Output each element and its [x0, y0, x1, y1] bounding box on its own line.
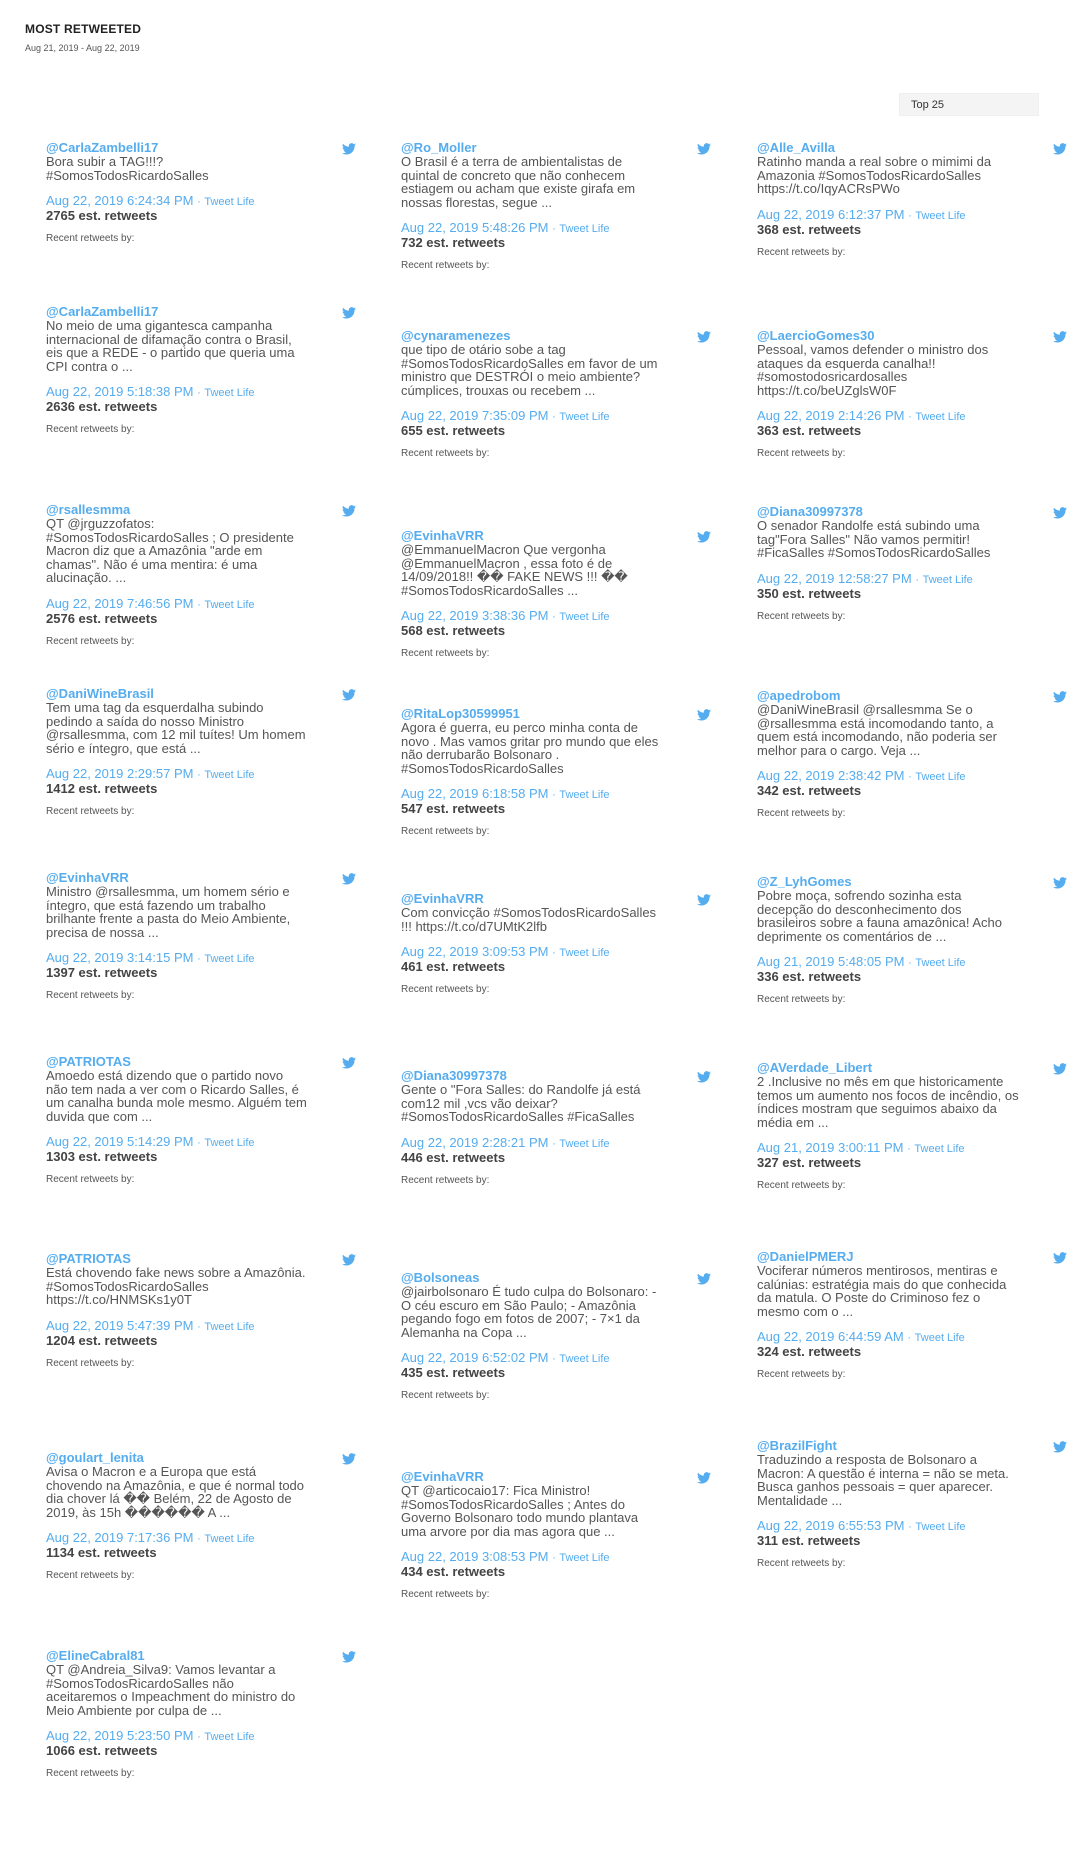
tweet-meta [757, 1330, 1067, 1345]
tweet-meta [757, 1141, 1067, 1156]
tweet-author-handle[interactable]: @DaniWineBrasil [46, 686, 154, 701]
tweet-author-handle[interactable]: @apedrobom [757, 688, 841, 703]
recent-retweets-label: Recent retweets by: [757, 448, 846, 459]
tweet-life-link[interactable]: Tweet Life [922, 573, 973, 586]
tweet-text: O Brasil é a terra de ambientalistas de quintal de concreto que não conhecem estiagem ou acham que existe girafa em nossas florestas, segue ... [401, 154, 636, 210]
recent-retweets-label: Recent retweets by: [401, 260, 490, 271]
tweet-text: Traduzindo a resposta de Bolsonaro a Macron: A questão é interna = não se meta. Busca ganhos pessoais = quer aparecer. Mentalidade ... [757, 1452, 1009, 1508]
retweet-count: 342 est. retweets [757, 783, 862, 798]
retweet-count: 461 est. retweets [401, 959, 506, 974]
recent-retweets-label: Recent retweets by: [46, 635, 135, 647]
tweet-life-link[interactable]: Tweet Life [204, 1533, 255, 1545]
twitter-bird-icon[interactable] [1053, 1441, 1067, 1453]
recent-retweets-label: Recent retweets by: [46, 424, 135, 435]
meta-separator: · [908, 957, 912, 969]
tweet-card [46, 1252, 356, 1369]
tweet-timestamp[interactable]: Aug 22, 2019 6:55:53 PM [757, 1518, 905, 1533]
tweet-text: Bora subir a TAG!!!? #SomosTodosRicardoSalles [46, 154, 209, 183]
tweet-meta [757, 208, 1067, 223]
tweet-timestamp[interactable]: Aug 22, 2019 6:12:37 PM [757, 206, 905, 222]
retweet-count: 655 est. retweets [401, 423, 506, 438]
recent-retweets-label: Recent retweets by: [757, 610, 846, 622]
tweet-meta [401, 1136, 711, 1151]
tweet-meta [46, 194, 356, 209]
tweet-card [757, 1061, 1067, 1191]
tweet-card [757, 141, 1067, 258]
retweet-count: 435 est. retweets [401, 1365, 506, 1380]
tweet-life-link[interactable]: Tweet Life [559, 1353, 610, 1365]
tweet-timestamp[interactable]: Aug 22, 2019 12:58:27 PM [757, 570, 912, 586]
meta-separator: · [552, 1552, 556, 1564]
tweet-card [46, 1451, 356, 1581]
tweet-author-handle[interactable]: @ElineCabral81 [46, 1648, 145, 1663]
tweet-card [401, 329, 711, 459]
tweet-timestamp[interactable]: Aug 22, 2019 5:48:26 PM [401, 220, 549, 235]
tweet-card [757, 1250, 1067, 1380]
meta-separator: · [552, 1137, 556, 1150]
meta-separator: · [908, 209, 912, 222]
tweet-card [46, 503, 356, 647]
tweet-life-link[interactable]: Tweet Life [204, 1320, 255, 1333]
tweet-timestamp[interactable]: Aug 22, 2019 2:38:42 PM [757, 768, 905, 783]
tweet-author-handle[interactable]: @goulart_lenita [46, 1450, 144, 1465]
tweet-timestamp[interactable]: Aug 22, 2019 3:38:36 PM [401, 608, 549, 623]
meta-separator: · [197, 1533, 201, 1545]
tweet-life-link[interactable]: Tweet Life [204, 598, 255, 611]
tweet-timestamp[interactable]: Aug 22, 2019 7:46:56 PM [46, 595, 194, 611]
tweet-author-handle[interactable]: @rsallesmma [46, 502, 131, 517]
recent-retweets-label: Recent retweets by: [46, 990, 135, 1001]
tweet-author-handle[interactable]: @Bolsoneas [401, 1270, 480, 1285]
tweet-text: @EmmanuelMacron Que vergonha @EmmanuelMacron , essa foto é de 14/09/2018!! �� FAKE NEWS !!! �� #SomosTodosRicardoSalles ... [401, 542, 628, 598]
retweet-count: 311 est. retweets [757, 1533, 861, 1548]
meta-separator: · [197, 769, 201, 781]
retweet-count: 324 est. retweets [757, 1344, 862, 1359]
retweet-count: 547 est. retweets [401, 801, 506, 816]
tweet-author-handle[interactable]: @Diana30997378 [401, 1068, 507, 1083]
tweet-life-link[interactable]: Tweet Life [204, 196, 255, 208]
retweet-count: 2576 est. retweets [46, 610, 158, 626]
tweet-timestamp[interactable]: Aug 22, 2019 5:18:38 PM [46, 384, 194, 399]
tweet-life-link[interactable]: Tweet Life [559, 611, 610, 623]
tweet-text: que tipo de otário sobe a tag #SomosTodosRicardoSalles em favor de um ministro que DESTRÓI o meio ambiente? cúmplices, trouxas ou recebem ... [401, 342, 658, 398]
meta-separator: · [552, 947, 556, 959]
recent-retweets-label: Recent retweets by: [757, 1180, 846, 1191]
tweet-life-link[interactable]: Tweet Life [204, 1731, 255, 1743]
tweet-life-link[interactable]: Tweet Life [204, 1137, 255, 1149]
tweet-text: @DaniWineBrasil @rsallesmma Se o @rsallesmma está incomodando tanto, a quem está incomodando, não poderia ser melhor para o cargo. Veja ... [757, 702, 997, 758]
recent-retweets-label: Recent retweets by: [757, 246, 846, 258]
twitter-bird-icon[interactable] [342, 307, 356, 319]
twitter-bird-icon[interactable] [697, 531, 711, 543]
recent-retweets-label: Recent retweets by: [757, 808, 846, 819]
tweet-author-handle[interactable]: @EvinhaVRR [401, 528, 484, 543]
tweet-author-handle[interactable]: @PATRIOTAS [46, 1251, 131, 1266]
recent-retweets-label: Recent retweets by: [401, 1589, 490, 1600]
tweet-meta [46, 1319, 356, 1334]
twitter-bird-icon[interactable] [1053, 691, 1067, 703]
twitter-bird-icon[interactable] [342, 1453, 356, 1465]
tweet-meta [46, 1135, 356, 1150]
tweet-author-handle[interactable]: @BrazilFight [757, 1438, 837, 1453]
tweet-text: QT @jrguzzofatos: #SomosTodosRicardoSalles ; O presidente Macron diz que a Amazônia "arde em chamas". Não é uma mentira: é uma alucinação. ... [46, 516, 294, 585]
tweet-card [401, 707, 711, 837]
tweet-meta [46, 767, 356, 782]
meta-separator: · [197, 598, 201, 611]
tweet-timestamp[interactable]: Aug 22, 2019 5:23:50 PM [46, 1728, 194, 1743]
tweet-timestamp[interactable]: Aug 22, 2019 3:08:53 PM [401, 1549, 549, 1564]
tweet-life-link[interactable]: Tweet Life [915, 771, 966, 783]
meta-separator: · [197, 1320, 201, 1333]
tweet-life-link[interactable]: Tweet Life [915, 957, 966, 969]
retweet-count: 368 est. retweets [757, 221, 862, 237]
meta-separator: · [197, 1731, 201, 1743]
tweet-text: 2 .Inclusive no mês em que historicamente temos um aumento nos focos de incêndio, os índices mostram que seguimos abaixo da média em ... [757, 1074, 1019, 1130]
retweet-count: 336 est. retweets [757, 969, 862, 984]
tweet-meta [401, 409, 711, 424]
tweet-author-handle[interactable]: @Ro_Moller [401, 140, 477, 155]
tweet-author-handle[interactable]: @Alle_Avilla [757, 140, 835, 155]
meta-separator: · [197, 1137, 201, 1149]
tweet-text: Gente o "Fora Salles: do Randolfe já está com12 mil ,vcs vão deixar? #SomosTodosRicardoSalles #FicaSalles [401, 1082, 641, 1124]
recent-retweets-label: Recent retweets by: [46, 1174, 135, 1185]
tweet-life-link[interactable]: Tweet Life [559, 947, 610, 959]
tweet-timestamp[interactable]: Aug 22, 2019 6:18:58 PM [401, 786, 549, 801]
tweet-card [401, 1470, 711, 1600]
retweet-count: 1397 est. retweets [46, 965, 158, 980]
twitter-bird-icon[interactable] [342, 873, 356, 885]
tweet-text: Ratinho manda a real sobre o mimimi da Amazonia #SomosTodosRicardoSalles https://t.co/IqyACRsPWo [757, 154, 992, 196]
tweet-life-link[interactable]: Tweet Life [204, 953, 255, 965]
tweet-author-handle[interactable]: @DanielPMERJ [757, 1249, 854, 1264]
twitter-bird-icon[interactable] [697, 1071, 711, 1083]
tweet-meta [46, 951, 356, 966]
report-header [25, 22, 141, 53]
meta-separator: · [907, 1332, 912, 1344]
twitter-bird-icon[interactable] [697, 143, 711, 155]
retweet-count: 1066 est. retweets [46, 1743, 158, 1758]
twitter-bird-icon[interactable] [697, 1273, 711, 1285]
tweet-card [401, 529, 711, 659]
tweet-meta [401, 221, 711, 236]
tweet-author-handle[interactable]: @cynaramenezes [401, 328, 511, 343]
twitter-bird-icon[interactable] [342, 689, 356, 701]
retweet-count: 434 est. retweets [401, 1564, 506, 1579]
twitter-bird-icon[interactable] [1053, 507, 1067, 519]
tweet-life-link[interactable]: Tweet Life [559, 789, 610, 801]
twitter-bird-icon[interactable] [342, 1651, 356, 1663]
twitter-bird-icon[interactable] [1053, 1063, 1067, 1075]
meta-separator: · [552, 223, 556, 235]
tweet-timestamp[interactable]: Aug 22, 2019 2:14:26 PM [757, 408, 905, 423]
tweet-text: Tem uma tag da esquerdalha subindo pedindo a saída do nosso Ministro @rsallesmma, com 12 mil tuítes! Um homem sério e íntegro, que está ... [46, 700, 306, 756]
recent-retweets-label: Recent retweets by: [757, 1369, 846, 1380]
page-title: MOST RETWEETED [25, 22, 142, 36]
tweet-author-handle[interactable]: @PATRIOTAS [46, 1054, 131, 1069]
tweet-card [401, 1271, 711, 1401]
tweet-author-handle[interactable]: @EvinhaVRR [46, 870, 129, 885]
retweet-count: 1204 est. retweets [46, 1332, 158, 1348]
retweet-count: 327 est. retweets [757, 1155, 862, 1170]
retweet-count: 2765 est. retweets [46, 208, 158, 223]
retweet-count: 350 est. retweets [757, 585, 862, 601]
recent-retweets-label: Recent retweets by: [401, 448, 490, 459]
tweet-text: Vociferar números mentirosos, mentiras e calúnias: estratégia mais do que conhecida da matula. O Poste do Criminoso fez o mesmo com o ... [757, 1263, 1007, 1319]
tweet-life-link[interactable]: Tweet Life [204, 387, 255, 399]
retweet-count: 1303 est. retweets [46, 1149, 158, 1164]
tweet-meta [401, 945, 711, 960]
tweet-card [46, 141, 356, 244]
tweet-text: Com convicção #SomosTodosRicardoSalles !!! https://t.co/d7UMtK2lfb [401, 905, 657, 934]
recent-retweets-label: Recent retweets by: [757, 1558, 846, 1569]
retweet-count: 363 est. retweets [757, 423, 862, 438]
tweet-text: Ministro @rsallesmma, um homem sério e íntegro, que está fazendo um trabalho brilhante frente a pasta do Meio Ambiente, precisa de nossa ... [46, 884, 291, 940]
top-count-select[interactable]: Top 25 [899, 93, 1039, 116]
tweet-life-link[interactable]: Tweet Life [559, 411, 610, 423]
tweet-card [401, 141, 711, 271]
tweet-life-link[interactable]: Tweet Life [915, 1521, 966, 1533]
tweet-text: Está chovendo fake news sobre a Amazônia. #SomosTodosRicardoSalles https://t.co/HNMSKs1y0T [46, 1265, 306, 1307]
tweet-life-link[interactable]: Tweet Life [559, 223, 610, 235]
meta-separator: · [908, 1521, 912, 1533]
tweet-life-link[interactable]: Tweet Life [915, 209, 966, 222]
twitter-bird-icon[interactable] [1053, 877, 1067, 889]
tweet-meta [46, 385, 356, 400]
recent-retweets-label: Recent retweets by: [401, 1390, 490, 1401]
tweet-text: Pobre moça, sofrendo sozinha esta decepção do desconhecimento dos brasileiros sobre a fauna amazônica! Acho deprimente os comentários de ... [757, 888, 1002, 944]
tweet-meta [757, 409, 1067, 424]
tweet-text: Pessoal, vamos defender o ministro dos ataques da esquerda canalha!! #somostodosricardosalles https://t.co/beUZglsW0F [757, 342, 989, 398]
tweet-text: @jairbolsonaro É tudo culpa do Bolsonaro: - O céu escuro em São Paulo; - Amazônia pegando fogo em fotos de 2007; - 7×1 da Alemanha na Copa ... [401, 1284, 657, 1340]
retweet-count: 2636 est. retweets [46, 399, 158, 414]
recent-retweets-label: Recent retweets by: [46, 1570, 135, 1581]
meta-separator: · [197, 387, 201, 399]
tweet-card [757, 1439, 1067, 1569]
tweet-timestamp[interactable]: Aug 22, 2019 6:44:59 AM [757, 1329, 904, 1344]
twitter-bird-icon[interactable] [1053, 331, 1067, 343]
twitter-bird-icon[interactable] [697, 1472, 711, 1484]
retweet-count: 732 est. retweets [401, 235, 506, 250]
tweet-card [401, 892, 711, 995]
tweet-author-handle[interactable]: @CarlaZambelli17 [46, 304, 159, 319]
tweet-author-handle[interactable]: @Z_LyhGomes [757, 874, 852, 889]
recent-retweets-label: Recent retweets by: [401, 648, 490, 659]
tweet-timestamp[interactable]: Aug 22, 2019 7:35:09 PM [401, 408, 549, 423]
tweet-card [757, 689, 1067, 819]
tweet-text: No meio de uma gigantesca campanha internacional de difamação contra o Brasil, eis que a REDE - o partido que queria uma CPI contra o ... [46, 318, 295, 374]
tweet-meta [401, 609, 711, 624]
tweet-timestamp[interactable]: Aug 21, 2019 3:00:11 PM [757, 1140, 904, 1155]
tweet-text: O senador Randolfe está subindo uma tag"Fora Salles" Não vamos permitir! #FicaSalles #SomosTodosRicardoSalles [757, 518, 991, 560]
tweet-meta [401, 1351, 711, 1366]
tweet-meta [757, 1519, 1067, 1534]
tweet-card [46, 687, 356, 817]
tweet-timestamp[interactable]: Aug 22, 2019 3:09:53 PM [401, 944, 549, 959]
recent-retweets-label: Recent retweets by: [46, 233, 135, 244]
twitter-bird-icon[interactable] [342, 1254, 356, 1266]
meta-separator: · [197, 953, 201, 965]
tweet-card [46, 871, 356, 1001]
tweet-timestamp[interactable]: Aug 22, 2019 6:24:34 PM [46, 193, 194, 208]
recent-retweets-label: Recent retweets by: [46, 1357, 135, 1369]
tweet-author-handle[interactable]: @RitaLop30599951 [401, 706, 520, 721]
tweet-timestamp[interactable]: Aug 22, 2019 2:28:21 PM [401, 1134, 549, 1150]
twitter-bird-icon[interactable] [697, 709, 711, 721]
meta-separator: · [552, 411, 556, 423]
recent-retweets-label: Recent retweets by: [46, 1768, 135, 1779]
meta-separator: · [908, 771, 912, 783]
tweet-author-handle[interactable]: @AVerdade_Libert [757, 1060, 873, 1075]
twitter-bird-icon[interactable] [342, 143, 356, 155]
tweet-timestamp[interactable]: Aug 22, 2019 5:47:39 PM [46, 1317, 194, 1333]
tweet-meta [757, 572, 1067, 587]
tweet-card [401, 1069, 711, 1186]
tweet-card [46, 305, 356, 435]
tweet-life-link[interactable]: Tweet Life [915, 411, 966, 423]
tweet-author-handle[interactable]: @EvinhaVRR [401, 891, 484, 906]
twitter-bird-icon[interactable] [1053, 1252, 1067, 1264]
tweet-text: QT @articocaio17: Fica Ministro! #SomosTodosRicardoSalles ; Antes do Governo Bolsonaro todo mundo plantava uma arvore por dia mas agora que ... [401, 1483, 639, 1539]
retweet-count: 446 est. retweets [401, 1149, 506, 1165]
recent-retweets-label: Recent retweets by: [401, 1174, 490, 1186]
retweet-count: 1412 est. retweets [46, 781, 158, 796]
recent-retweets-label: Recent retweets by: [401, 826, 490, 837]
tweet-timestamp[interactable]: Aug 22, 2019 3:14:15 PM [46, 950, 194, 965]
meta-separator: · [915, 573, 919, 586]
tweet-meta [757, 769, 1067, 784]
tweet-card [757, 505, 1067, 622]
tweet-meta [401, 1550, 711, 1565]
meta-separator: · [907, 1143, 911, 1155]
twitter-bird-icon[interactable] [697, 894, 711, 906]
tweet-card [757, 329, 1067, 459]
tweet-meta [401, 787, 711, 802]
retweet-count: 568 est. retweets [401, 623, 506, 638]
twitter-bird-icon[interactable] [697, 331, 711, 343]
meta-separator: · [552, 1353, 556, 1365]
tweet-author-handle[interactable]: @LaercioGomes30 [757, 328, 875, 343]
tweet-meta [46, 1729, 356, 1744]
meta-separator: · [197, 196, 201, 208]
tweet-text: Agora é guerra, eu perco minha conta de novo . Mas vamos gritar pro mundo que eles não derrubarão Bolsonaro . #SomosTodosRicardoSalles [401, 720, 659, 776]
tweet-timestamp[interactable]: Aug 22, 2019 6:52:02 PM [401, 1350, 549, 1365]
twitter-bird-icon[interactable] [342, 505, 356, 517]
tweet-author-handle[interactable]: @Diana30997378 [757, 504, 863, 519]
recent-retweets-label: Recent retweets by: [757, 994, 846, 1005]
tweet-life-link[interactable]: Tweet Life [559, 1552, 610, 1564]
tweet-timestamp[interactable]: Aug 21, 2019 5:48:05 PM [757, 954, 905, 969]
tweet-timestamp[interactable]: Aug 22, 2019 2:29:57 PM [46, 766, 194, 781]
tweet-card [757, 875, 1067, 1005]
twitter-bird-icon[interactable] [342, 1057, 356, 1069]
tweet-meta [757, 955, 1067, 970]
tweet-author-handle[interactable]: @EvinhaVRR [401, 1469, 484, 1484]
tweet-meta [46, 597, 356, 612]
tweet-text: Amoedo está dizendo que o partido novo não tem nada a ver com o Ricardo Salles, é um canalha bunda mole mesmo. Alguém tem duvida que com ... [46, 1068, 307, 1124]
recent-retweets-label: Recent retweets by: [401, 984, 490, 995]
tweet-life-link[interactable]: Tweet Life [914, 1143, 965, 1155]
tweet-life-link[interactable]: Tweet Life [204, 769, 255, 781]
tweet-life-link[interactable]: Tweet Life [914, 1332, 965, 1344]
tweet-timestamp[interactable]: Aug 22, 2019 7:17:36 PM [46, 1530, 194, 1545]
tweet-card [46, 1055, 356, 1185]
meta-separator: · [552, 789, 556, 801]
tweet-text: Avisa o Macron e a Europa que está chovendo na Amazônia, e que é normal todo dia chover lá �� Belém, 22 de Agosto de 2019, às 15h ������ A ... [46, 1464, 305, 1520]
tweet-meta [46, 1531, 356, 1546]
tweet-card [46, 1649, 356, 1779]
meta-separator: · [552, 611, 556, 623]
retweet-count: 1134 est. retweets [46, 1545, 157, 1560]
date-range: Aug 21, 2019 - Aug 22, 2019 [25, 43, 140, 53]
tweet-life-link[interactable]: Tweet Life [559, 1137, 610, 1150]
recent-retweets-label: Recent retweets by: [46, 806, 135, 817]
twitter-bird-icon[interactable] [1053, 143, 1067, 155]
tweet-author-handle[interactable]: @CarlaZambelli17 [46, 140, 159, 155]
meta-separator: · [908, 411, 912, 423]
tweet-text: QT @Andreia_Silva9: Vamos levantar a #SomosTodosRicardoSalles não aceitaremos o Impeachment do ministro do Meio Ambiente por culpa de ... [46, 1662, 296, 1718]
tweet-timestamp[interactable]: Aug 22, 2019 5:14:29 PM [46, 1134, 194, 1149]
